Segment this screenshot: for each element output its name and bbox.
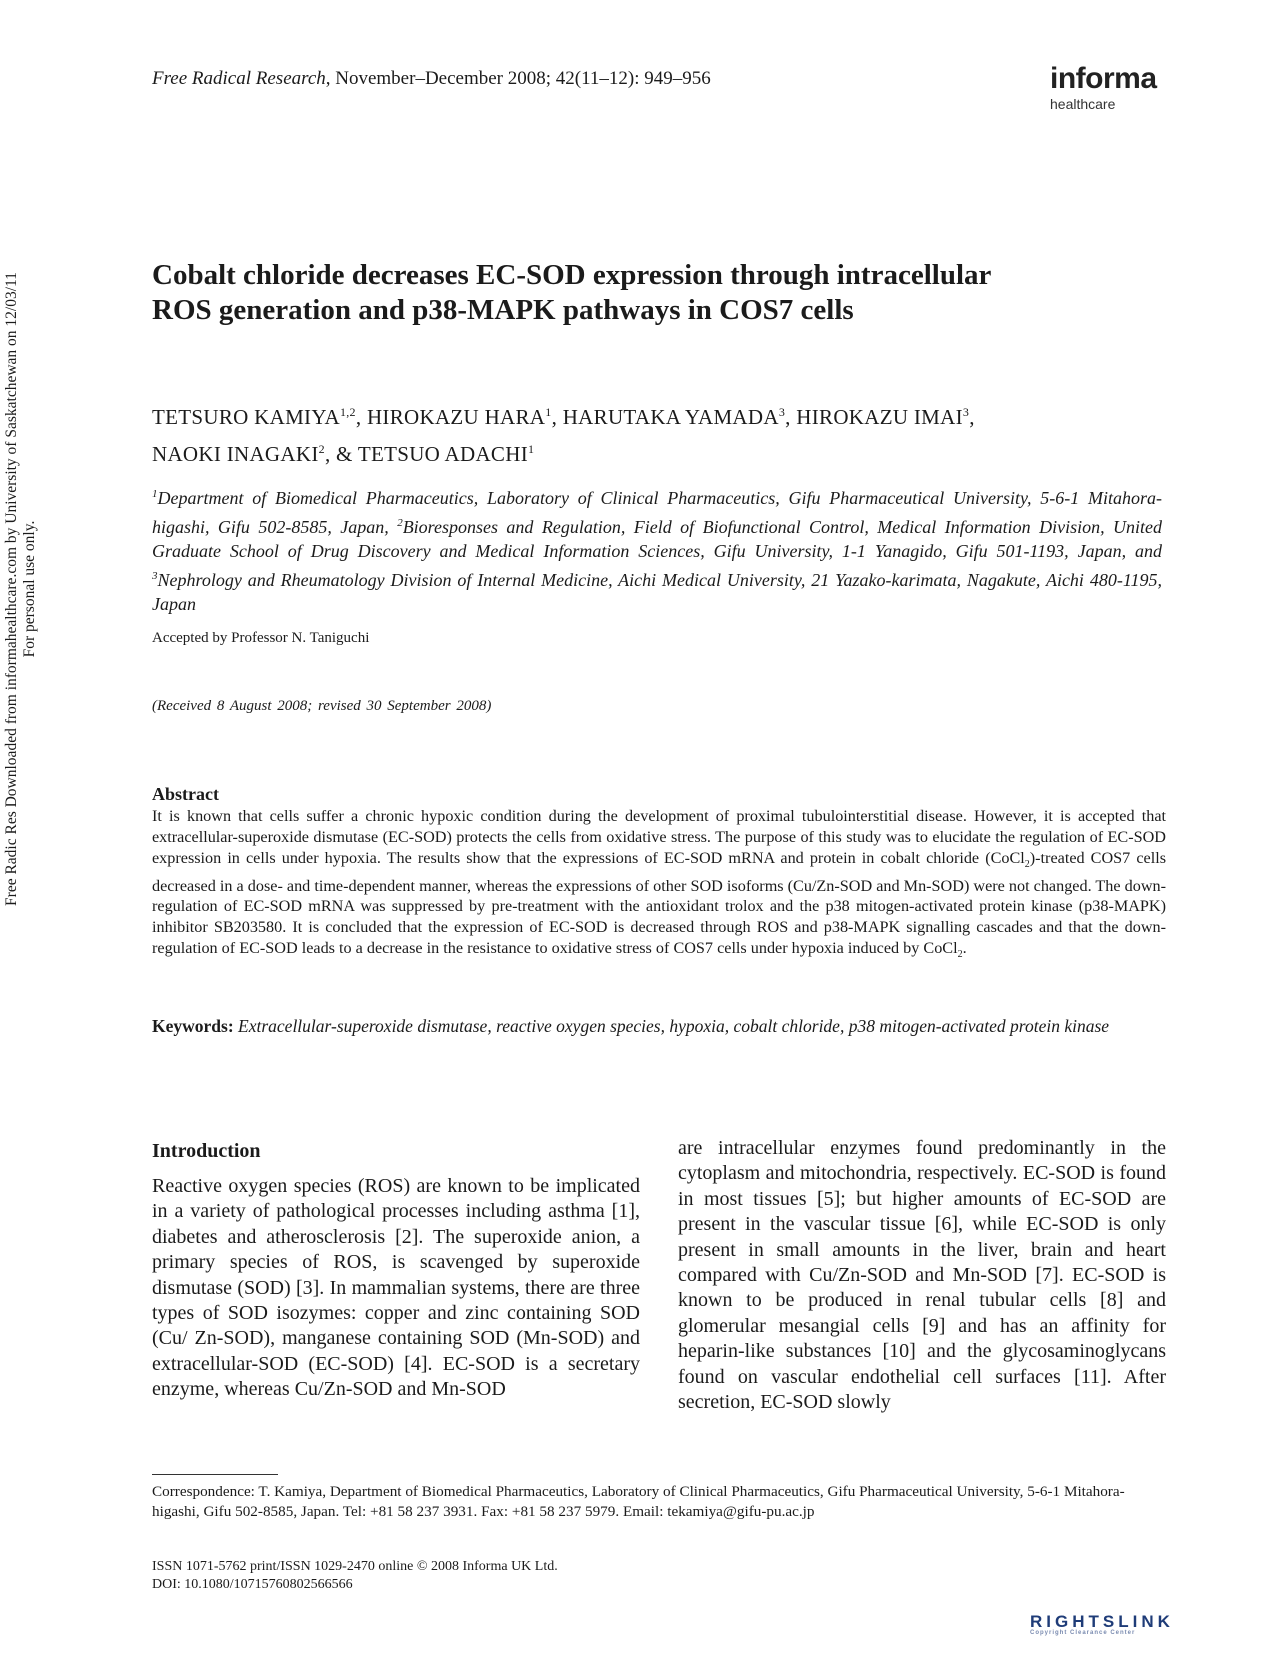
- publication-info: [152, 1558, 558, 1594]
- author-affil-sup: 1: [528, 442, 535, 456]
- author-list: [152, 396, 1182, 470]
- author-name: HIROKAZU IMAI: [796, 405, 963, 429]
- author-affil-sup: 3: [962, 405, 970, 419]
- abstract-end: .: [962, 939, 967, 958]
- author-name: NAOKI INAGAKI: [152, 442, 319, 466]
- author-name: TETSUO ADACHI: [357, 442, 528, 466]
- download-watermark: [3, 0, 63, 1184]
- keywords-label: Keywords:: [152, 1016, 234, 1036]
- affil-sup-2: 2: [397, 516, 403, 529]
- author-affil-sup: 1: [545, 405, 552, 419]
- keywords-list: Extracellular-superoxide dismutase, reactive oxygen species, hypoxia, cobalt chloride, p38 mitogen-activated protein kinase: [233, 1016, 1110, 1036]
- abstract-part-1: It is known that cells suffer a chronic hypoxic condition during the development of proximal tubulointerstitial disease. However, it is accepted that extracellular-superoxide dismutase (EC-SOD) protects the cells from oxidative stress. The purpose of this study was to elucidate the regulation of EC-SOD expression in cells under hypoxia. The results show that the expressions of EC-SOD mRNA and protein in cobalt chloride (CoCl: [152, 807, 1166, 867]
- abstract-subscript: 2: [1024, 858, 1030, 870]
- publisher-brand: informa: [1050, 62, 1157, 95]
- author-affil-sup: 3: [778, 405, 786, 419]
- watermark-line-2: For personal use only.: [21, 520, 38, 658]
- introduction-heading: Introduction: [152, 1140, 261, 1162]
- issue-info: , November–December 2008; 42(11–12): 949–956: [325, 68, 711, 89]
- received-dates: (Received 8 August 2008; revised 30 September 2008): [152, 698, 492, 714]
- rightslink-label: RIGHTSLINK: [1030, 1612, 1174, 1631]
- abstract-part-2: )-treated COS7 cells decreased in a dose- and time-dependent manner, whereas the expressions of other SOD isoforms (Cu/Zn-SOD and Mn-SOD) were not changed. The down-regulation of EC-SOD mRNA was suppressed by pre-treatment with the antioxidant trolox and the p38 mitogen-activated protein kinase (p38-MAPK) inhibitor SB203580. It is concluded that the expression of EC-SOD is decreased through ROS and p38-MAPK signalling cascades and that the down-regulation of EC-SOD leads to a decrease in the resistance to oxidative stress of COS7 cells under hypoxia induced by CoCl: [152, 848, 1167, 958]
- author-name: TETSURO KAMIYA: [152, 405, 340, 429]
- intro-column-left: Reactive oxygen species (ROS) are known to be implicated in a variety of pathological processes including asthma [1], diabetes and atherosclerosis [2]. The superoxide anion, a primary species of ROS, is scavenged by superoxide dismutase (SOD) [3]. In mammalian systems, there are three types of SOD isozymes: copper and zinc containing SOD (Cu/ Zn-SOD), manganese containing SOD (Mn-SOD) and extracellular-SOD (EC-SOD) [4]. EC-SOD is a secretary enzyme, whereas Cu/Zn-SOD and Mn-SOD: [152, 1175, 640, 1401]
- accepted-by: Accepted by Professor N. Taniguchi: [152, 630, 370, 646]
- affil-part-2: Bioresponses and Regulation, Field of Biofunctional Control, Medical Information Division, United Graduate School of Drug Discovery and Medical Information Sciences, Gifu University, 1-1 Yanagido, Gifu 501-1193, Japan, and: [152, 516, 1162, 561]
- title-line-2: ROS generation and p38-MAPK pathways in COS7 cells: [152, 294, 854, 326]
- author-sep: ,: [551, 405, 563, 429]
- affil-part-3: Nephrology and Rheumatology Division of Internal Medicine, Aichi Medical University, 21 Yazako-karimata, Nagakute, Aichi 480-1195, Japan: [152, 569, 1162, 614]
- abstract-subscript: 2: [957, 949, 963, 961]
- author-name: HARUTAKA YAMADA: [562, 405, 779, 429]
- issn: ISSN 1071-5762 print/ISSN 1029-2470 online © 2008 Informa UK Ltd.: [152, 1559, 558, 1574]
- article-title: [152, 258, 1182, 328]
- publisher-logo[interactable]: [1050, 64, 1157, 112]
- affil-sup-1: 1: [152, 488, 158, 500]
- author-sep: , &: [324, 442, 358, 466]
- rightslink-logo[interactable]: [1030, 1612, 1174, 1636]
- abstract-heading: Abstract: [152, 784, 219, 804]
- footnote-rule: [152, 1474, 278, 1475]
- watermark-line-1: Free Radic Res Downloaded from informahealthcare.com by University of Saskatchewan on 12/03/11: [3, 272, 20, 906]
- journal-citation: [152, 68, 711, 90]
- abstract-text: [152, 806, 1166, 966]
- keywords: [152, 1014, 1166, 1039]
- affil-sup-3: 3: [152, 569, 158, 582]
- author-sep: ,: [969, 405, 975, 429]
- title-line-1: Cobalt chloride decreases EC-SOD expression through intracellular: [152, 259, 992, 291]
- author-sep: ,: [785, 405, 797, 429]
- affiliations: [152, 482, 1162, 617]
- doi[interactable]: DOI: 10.1080/10715760802566566: [152, 1577, 353, 1592]
- publisher-sub: healthcare: [1050, 96, 1116, 112]
- affil-part-1: Department of Biomedical Pharmaceutics, Laboratory of Clinical Pharmaceutics, Gifu Pharmaceutical University, 5-6-1 Mitahora-higashi, Gifu 502-8585, Japan,: [152, 488, 1162, 537]
- author-name: HIROKAZU HARA: [366, 405, 546, 429]
- journal-name: Free Radical Research: [152, 68, 326, 89]
- author-sep: ,: [355, 405, 367, 429]
- correspondence-note: Correspondence: T. Kamiya, Department of Biomedical Pharmaceutics, Laboratory of Clinical Pharmaceutics, Gifu Pharmaceutical University, 5-6-1 Mitahora-higashi, Gifu 502-8585, Japan. Tel: +81 58 237 3931. Fax: +81 58 237 5979. Email: tekamiya@gifu-pu.ac.jp: [152, 1483, 1125, 1520]
- author-affil-sup: 1,2: [339, 405, 356, 419]
- intro-column-right: are intracellular enzymes found predominantly in the cytoplasm and mitochondria, respectively. EC-SOD is found in most tissues [5]; but higher amounts of EC-SOD are present in the vascular tissue [6], while EC-SOD is only present in small amounts in the liver, brain and heart compared with Cu/Zn-SOD and Mn-SOD [7]. EC-SOD is known to be produced in renal tubular cells [8] and glomerular mesangial cells [9] and has an affinity for heparin-like substances [10] and the glycosaminoglycans found on vascular endothelial cell surfaces [11]. After secretion, EC-SOD slowly: [678, 1137, 1166, 1414]
- author-affil-sup: 2: [318, 442, 325, 456]
- rightslink-tagline: Copyright Clearance Center: [1030, 1630, 1136, 1636]
